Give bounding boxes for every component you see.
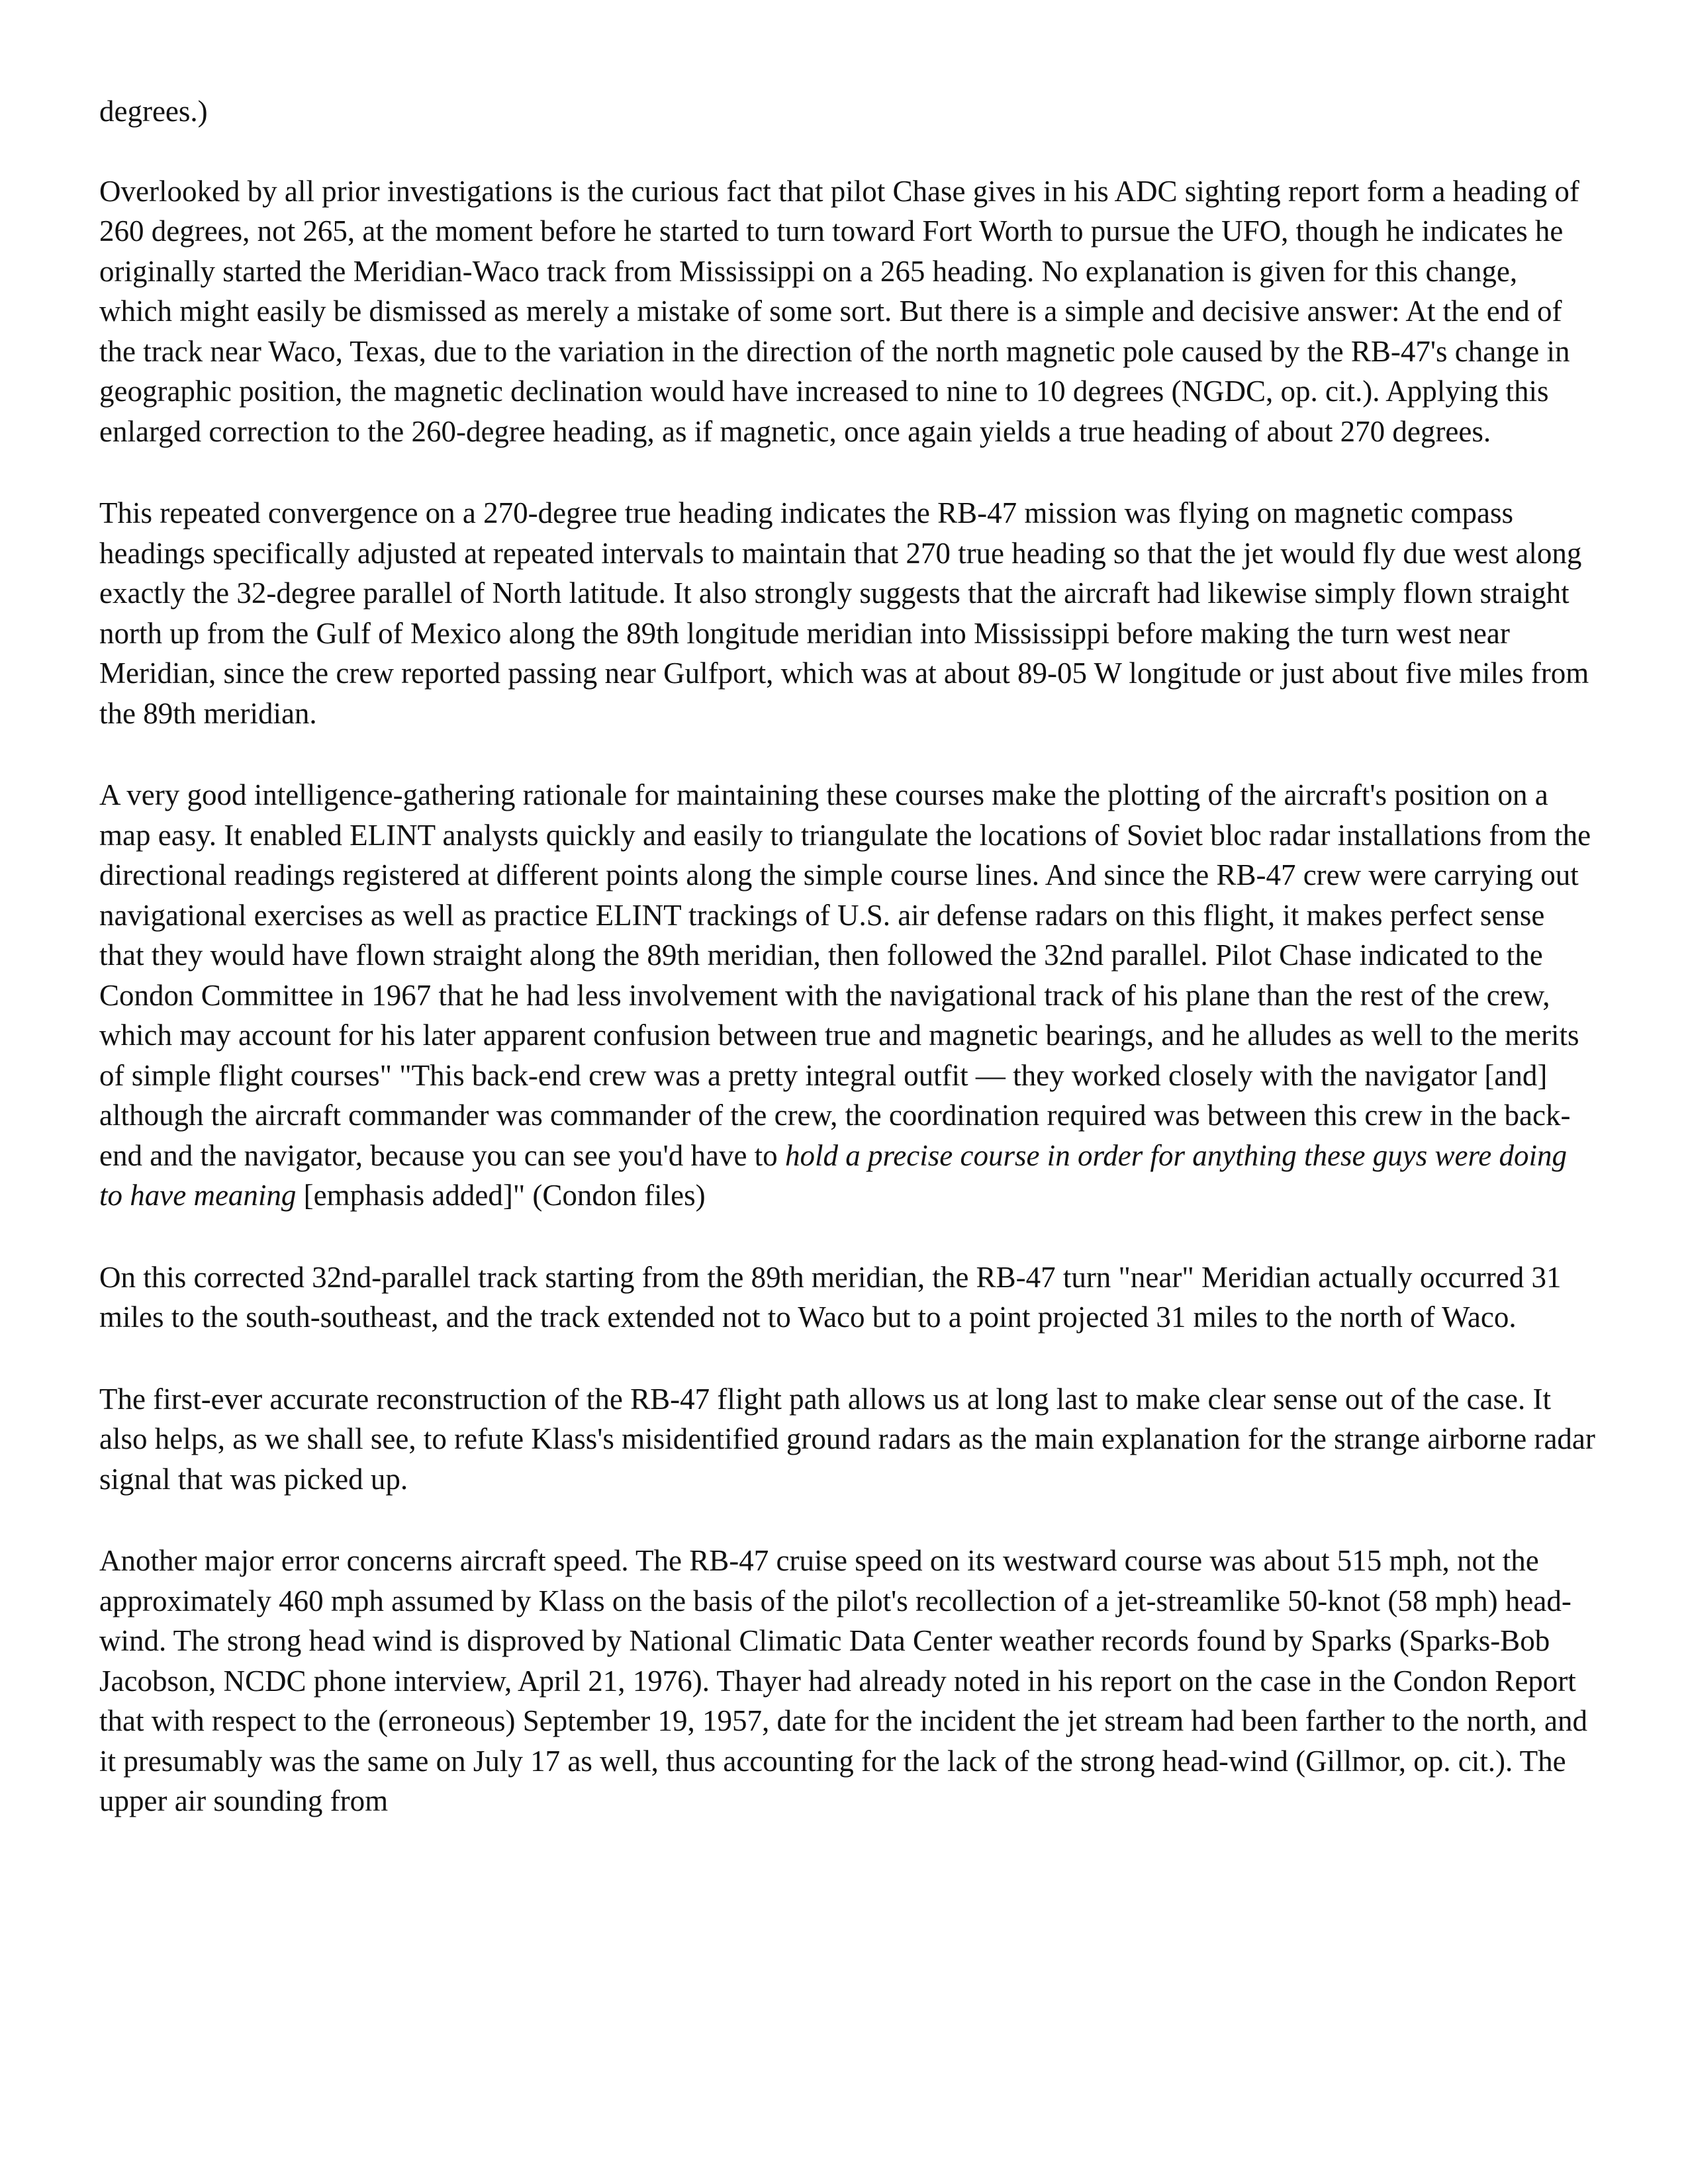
paragraph-reconstruction: The first-ever accurate reconstruction of the RB-47 flight path allows us at long last to make clear sense out of the case. It also helps, as we shall see, to refute Klass's misidentified ground radars as the main explanation for the strange airborne radar signal that was picked up. xyxy=(99,1382,1595,1496)
paragraph-aircraft-speed: Another major error concerns aircraft speed. The RB-47 cruise speed on its westward course was about 515 mph, not the approximately 460 mph assumed by Klass on the basis of the pilot's recollection of a jet-streamlike 50-knot (58 mph) head-wind. The strong head wind is disproved by National Climatic Data Center weather records found by Sparks (Sparks-Bob Jacobson, NCDC phone interview, April 21, 1976). Thayer had already noted in his report on the case in the Condon Report that with respect to the (erroneous) September 19, 1957, date for the incident the jet stream had been farther to the north, and it presumably was the same on July 17 as well, thus accounting for the lack of the strong head-wind (Gillmor, op. cit.). The upper air sounding from xyxy=(99,1544,1587,1817)
paragraph-270-heading: This repeated convergence on a 270-degree true heading indicates the RB-47 mission was flying on magnetic compass headings specifically adjusted at repeated intervals to maintain that 270 true heading so that the jet would fly due west along exactly the 32-degree parallel of North latitude. It also strongly suggests that the aircraft had likewise simply flown straight north up from the Gulf of Mexico along the 89th longitude meridian into Mississippi before making the turn west near Meridian, since the crew reported passing near Gulfport, which was at about 89-05 W longitude or just about five miles from the 89th meridian. xyxy=(99,496,1589,730)
paragraph-text: A very good intelligence-gathering rationale for maintaining these courses make the plotting of the aircraft's position on a map easy. It enabled ELINT analysts quickly and easily to triangulate the locations of Soviet bloc radar installations from the directional readings registered at different points along the simple course lines. And since the RB-47 crew were carrying out navigational exercises as well as practice ELINT trackings of U.S. air defense radars on this flight, it makes perfect sense that they would have flown straight along the 89th meridian, then followed the 32nd parallel. Pilot Chase indicated to the Condon Committee in 1967 that he had less involvement with the navigational track of his plane than the rest of the crew, which may account for his later apparent confusion between true and magnetic bearings, and he alludes as well to the merits of simple flight courses" "This back-end crew was a pretty integral outfit — they worked closely with the navigator [and] although the aircraft commander was commander of the crew, the coordination required was between this crew in the back-end and the navigator, because you can see you'd have to xyxy=(99,778,1591,1172)
paragraph-opening: degrees.) xyxy=(99,95,208,128)
paragraph-elint-rationale xyxy=(99,775,1595,1216)
emphasized-quote: hold a precise course in order for anything these guys were doing to have meaning xyxy=(99,1138,1568,1212)
document-page xyxy=(99,91,1595,1863)
paragraph-corrected-track: On this corrected 32nd-parallel track starting from the 89th meridian, the RB-47 turn "near" Meridian actually occurred 31 miles to the south-southeast, and the track extended not to Waco but to a point projected 31 miles to the north of Waco. xyxy=(99,1260,1562,1334)
paragraph-text: [emphasis added]" (Condon files) xyxy=(296,1179,706,1212)
paragraph-heading-discrepancy: Overlooked by all prior investigations is the curious fact that pilot Chase gives in his ADC sighting report form a heading of 260 degrees, not 265, at the moment before he started to turn toward Fort Worth to pursue the UFO, though he indicates he originally started the Meridian-Waco track from Mississippi on a 265 heading. No explanation is given for this change, which might easily be dismissed as merely a mistake of some sort. But there is a simple and decisive answer: At the end of the track near Waco, Texas, due to the variation in the direction of the north magnetic pole caused by the RB-47's change in geographic position, the magnetic declination would have increased to nine to 10 degrees (NGDC, op. cit.). Applying this enlarged correction to the 260-degree heading, as if magnetic, once again yields a true heading of about 270 degrees. xyxy=(99,174,1579,448)
